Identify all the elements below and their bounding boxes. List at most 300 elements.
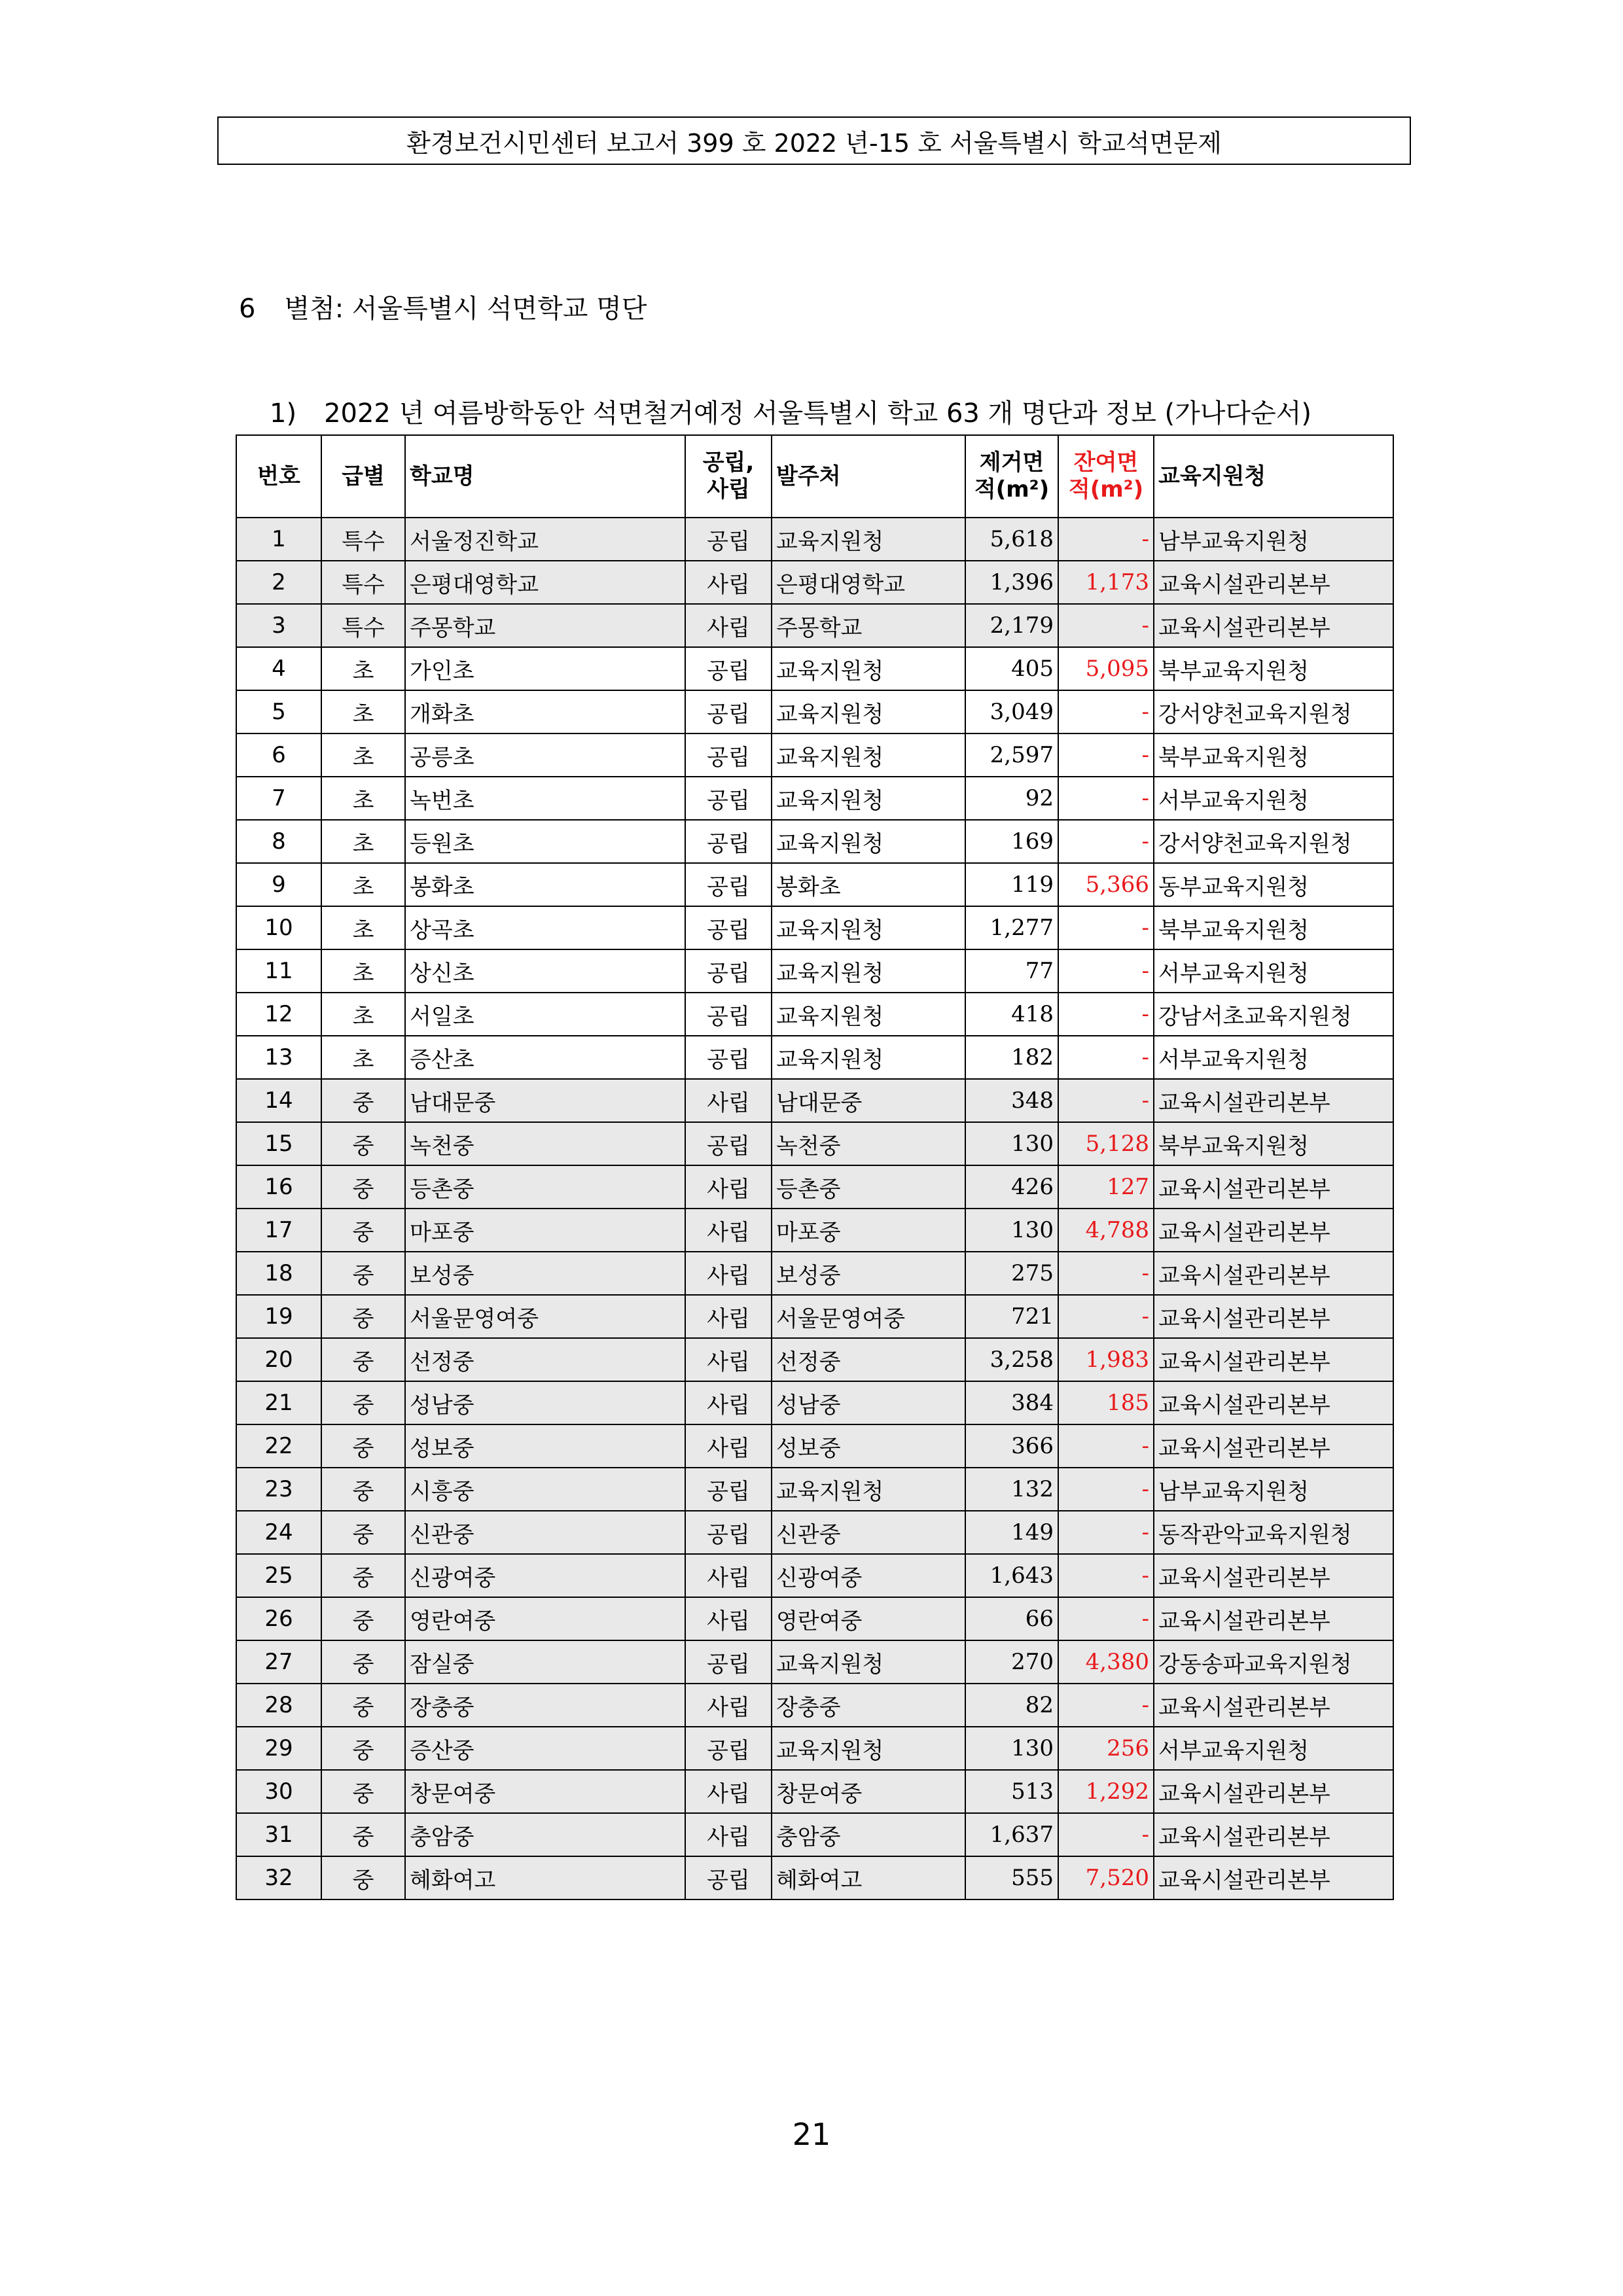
cell-office: 교육시설관리본부	[1154, 1597, 1393, 1640]
table-row	[236, 518, 1393, 561]
cell-no: 9	[236, 863, 321, 906]
cell-no: 5	[236, 690, 321, 733]
cell-level: 중	[321, 1295, 405, 1338]
header-removed-line1: 제거면	[979, 450, 1044, 476]
cell-level: 중	[321, 1684, 405, 1727]
cell-name: 녹천중	[405, 1122, 685, 1165]
cell-orderer: 남대문중	[772, 1079, 965, 1122]
section-title: 별첨: 서울특별시 석면학교 명단	[284, 294, 647, 324]
cell-no: 26	[236, 1597, 321, 1640]
cell-level: 초	[321, 1036, 405, 1079]
cell-removed: 270	[965, 1640, 1058, 1684]
table-row	[236, 906, 1393, 949]
cell-remaining: 4,380	[1058, 1640, 1154, 1684]
cell-type: 사립	[685, 1770, 772, 1813]
cell-remaining: -	[1058, 949, 1154, 993]
cell-no: 6	[236, 733, 321, 777]
cell-removed: 92	[965, 777, 1058, 820]
cell-level: 특수	[321, 604, 405, 647]
cell-level: 중	[321, 1597, 405, 1640]
cell-type: 공립	[685, 518, 772, 561]
cell-office: 강서양천교육지원청	[1154, 690, 1393, 733]
cell-type: 공립	[685, 1122, 772, 1165]
cell-no: 18	[236, 1252, 321, 1295]
cell-office: 북부교육지원청	[1154, 906, 1393, 949]
cell-removed: 513	[965, 1770, 1058, 1813]
cell-removed: 405	[965, 647, 1058, 690]
cell-level: 중	[321, 1338, 405, 1381]
cell-level: 초	[321, 690, 405, 733]
header-name: 학교명	[405, 435, 685, 518]
cell-removed: 3,258	[965, 1338, 1058, 1381]
cell-remaining: -	[1058, 1036, 1154, 1079]
cell-remaining: -	[1058, 1597, 1154, 1640]
cell-orderer: 신광여중	[772, 1554, 965, 1597]
table-row	[236, 1554, 1393, 1597]
cell-orderer: 교육지원청	[772, 949, 965, 993]
cell-level: 초	[321, 906, 405, 949]
cell-office: 교육시설관리본부	[1154, 1252, 1393, 1295]
cell-remaining: 5,095	[1058, 647, 1154, 690]
cell-level: 특수	[321, 561, 405, 604]
cell-name: 장충중	[405, 1684, 685, 1727]
cell-name: 신관중	[405, 1511, 685, 1554]
header-orderer: 발주처	[772, 435, 965, 518]
cell-type: 사립	[685, 1338, 772, 1381]
cell-type: 공립	[685, 820, 772, 863]
cell-name: 상곡초	[405, 906, 685, 949]
section-number: 6	[239, 294, 256, 324]
cell-office: 서부교육지원청	[1154, 949, 1393, 993]
cell-no: 11	[236, 949, 321, 993]
table-header-row	[236, 435, 1393, 518]
cell-remaining: -	[1058, 1813, 1154, 1856]
cell-level: 중	[321, 1727, 405, 1770]
subsection-heading	[270, 393, 1311, 430]
cell-remaining: -	[1058, 820, 1154, 863]
cell-name: 서울문영여중	[405, 1295, 685, 1338]
cell-orderer: 교육지원청	[772, 1727, 965, 1770]
cell-orderer: 성보중	[772, 1424, 965, 1468]
cell-no: 19	[236, 1295, 321, 1338]
cell-level: 초	[321, 863, 405, 906]
table-row	[236, 1770, 1393, 1813]
cell-no: 16	[236, 1165, 321, 1209]
header-removed	[965, 435, 1058, 518]
cell-remaining: 1,292	[1058, 1770, 1154, 1813]
cell-name: 혜화여고	[405, 1856, 685, 1899]
cell-removed: 2,597	[965, 733, 1058, 777]
cell-office: 남부교육지원청	[1154, 1468, 1393, 1511]
cell-level: 중	[321, 1511, 405, 1554]
cell-level: 중	[321, 1468, 405, 1511]
cell-name: 선정중	[405, 1338, 685, 1381]
cell-name: 봉화초	[405, 863, 685, 906]
cell-orderer: 교육지원청	[772, 518, 965, 561]
subsection-title: 2022 년 여름방학동안 석면철거예정 서울특별시 학교 63 개 명단과 정보 (가나다순서)	[324, 398, 1311, 429]
cell-name: 충암중	[405, 1813, 685, 1856]
table-row	[236, 1856, 1393, 1899]
cell-remaining: -	[1058, 1295, 1154, 1338]
cell-no: 32	[236, 1856, 321, 1899]
table-row	[236, 1597, 1393, 1640]
cell-orderer: 영란여중	[772, 1597, 965, 1640]
cell-level: 초	[321, 777, 405, 820]
cell-type: 사립	[685, 1424, 772, 1468]
cell-office: 북부교육지원청	[1154, 647, 1393, 690]
cell-removed: 1,396	[965, 561, 1058, 604]
cell-orderer: 교육지원청	[772, 993, 965, 1036]
cell-level: 중	[321, 1640, 405, 1684]
cell-office: 서부교육지원청	[1154, 1036, 1393, 1079]
cell-no: 3	[236, 604, 321, 647]
cell-type: 공립	[685, 1640, 772, 1684]
cell-type: 공립	[685, 1727, 772, 1770]
cell-orderer: 마포중	[772, 1209, 965, 1252]
section-heading	[239, 288, 647, 325]
cell-orderer: 교육지원청	[772, 647, 965, 690]
cell-remaining: 1,173	[1058, 561, 1154, 604]
cell-office: 남부교육지원청	[1154, 518, 1393, 561]
cell-level: 중	[321, 1554, 405, 1597]
cell-type: 공립	[685, 647, 772, 690]
cell-orderer: 보성중	[772, 1252, 965, 1295]
cell-office: 강남서초교육지원청	[1154, 993, 1393, 1036]
cell-removed: 2,179	[965, 604, 1058, 647]
cell-remaining: -	[1058, 1252, 1154, 1295]
table-row	[236, 1813, 1393, 1856]
cell-type: 사립	[685, 1381, 772, 1424]
cell-remaining: -	[1058, 993, 1154, 1036]
report-header-text: 환경보건시민센터 보고서 399 호 2022 년-15 호 서울특별시 학교석면문제	[406, 128, 1222, 158]
cell-office: 강동송파교육지원청	[1154, 1640, 1393, 1684]
cell-orderer: 교육지원청	[772, 906, 965, 949]
cell-removed: 130	[965, 1209, 1058, 1252]
cell-office: 교육시설관리본부	[1154, 1295, 1393, 1338]
cell-remaining: -	[1058, 1511, 1154, 1554]
cell-name: 은평대영학교	[405, 561, 685, 604]
cell-no: 29	[236, 1727, 321, 1770]
cell-name: 등원초	[405, 820, 685, 863]
cell-type: 공립	[685, 777, 772, 820]
cell-no: 14	[236, 1079, 321, 1122]
cell-type: 공립	[685, 949, 772, 993]
cell-level: 중	[321, 1856, 405, 1899]
cell-type: 공립	[685, 906, 772, 949]
cell-no: 30	[236, 1770, 321, 1813]
cell-type: 사립	[685, 1209, 772, 1252]
header-level: 급별	[321, 435, 405, 518]
cell-no: 10	[236, 906, 321, 949]
cell-name: 증산초	[405, 1036, 685, 1079]
table-row	[236, 949, 1393, 993]
cell-no: 13	[236, 1036, 321, 1079]
cell-office: 북부교육지원청	[1154, 1122, 1393, 1165]
table-row	[236, 863, 1393, 906]
cell-removed: 5,618	[965, 518, 1058, 561]
cell-orderer: 교육지원청	[772, 1036, 965, 1079]
cell-name: 창문여중	[405, 1770, 685, 1813]
cell-no: 1	[236, 518, 321, 561]
header-office: 교육지원청	[1154, 435, 1393, 518]
cell-removed: 348	[965, 1079, 1058, 1122]
cell-level: 중	[321, 1209, 405, 1252]
cell-no: 7	[236, 777, 321, 820]
report-header	[217, 116, 1411, 165]
cell-office: 교육시설관리본부	[1154, 1813, 1393, 1856]
header-type-line2: 사립	[707, 476, 750, 503]
table-row	[236, 690, 1393, 733]
table-row	[236, 561, 1393, 604]
cell-type: 공립	[685, 863, 772, 906]
cell-removed: 1,277	[965, 906, 1058, 949]
table-row	[236, 1727, 1393, 1770]
cell-level: 중	[321, 1122, 405, 1165]
table-row	[236, 1424, 1393, 1468]
cell-level: 초	[321, 647, 405, 690]
cell-office: 강서양천교육지원청	[1154, 820, 1393, 863]
cell-remaining: -	[1058, 1684, 1154, 1727]
cell-no: 23	[236, 1468, 321, 1511]
cell-office: 동부교육지원청	[1154, 863, 1393, 906]
cell-no: 24	[236, 1511, 321, 1554]
cell-orderer: 봉화초	[772, 863, 965, 906]
cell-name: 남대문중	[405, 1079, 685, 1122]
cell-no: 17	[236, 1209, 321, 1252]
cell-removed: 275	[965, 1252, 1058, 1295]
cell-removed: 1,637	[965, 1813, 1058, 1856]
cell-type: 사립	[685, 1079, 772, 1122]
cell-level: 초	[321, 949, 405, 993]
cell-removed: 366	[965, 1424, 1058, 1468]
cell-type: 사립	[685, 1295, 772, 1338]
cell-office: 교육시설관리본부	[1154, 561, 1393, 604]
cell-level: 중	[321, 1252, 405, 1295]
cell-name: 개화초	[405, 690, 685, 733]
cell-orderer: 교육지원청	[772, 777, 965, 820]
cell-remaining: -	[1058, 733, 1154, 777]
cell-name: 잠실중	[405, 1640, 685, 1684]
cell-name: 서일초	[405, 993, 685, 1036]
cell-remaining: -	[1058, 777, 1154, 820]
cell-type: 사립	[685, 1252, 772, 1295]
cell-name: 가인초	[405, 647, 685, 690]
cell-removed: 169	[965, 820, 1058, 863]
header-remaining-line2: 적(m²)	[1068, 476, 1144, 503]
cell-type: 사립	[685, 1554, 772, 1597]
cell-name: 영란여중	[405, 1597, 685, 1640]
cell-removed: 384	[965, 1381, 1058, 1424]
table-row	[236, 733, 1393, 777]
cell-no: 22	[236, 1424, 321, 1468]
cell-removed: 721	[965, 1295, 1058, 1338]
cell-orderer: 창문여중	[772, 1770, 965, 1813]
cell-remaining: -	[1058, 906, 1154, 949]
header-remaining	[1058, 435, 1154, 518]
cell-orderer: 교육지원청	[772, 690, 965, 733]
cell-name: 공릉초	[405, 733, 685, 777]
table-row	[236, 1122, 1393, 1165]
cell-type: 공립	[685, 1036, 772, 1079]
cell-office: 교육시설관리본부	[1154, 1856, 1393, 1899]
cell-remaining: -	[1058, 1468, 1154, 1511]
cell-type: 사립	[685, 1813, 772, 1856]
cell-removed: 555	[965, 1856, 1058, 1899]
cell-no: 2	[236, 561, 321, 604]
cell-removed: 1,643	[965, 1554, 1058, 1597]
table-row	[236, 1338, 1393, 1381]
cell-name: 성보중	[405, 1424, 685, 1468]
cell-type: 공립	[685, 690, 772, 733]
cell-office: 교육시설관리본부	[1154, 1209, 1393, 1252]
cell-name: 서울정진학교	[405, 518, 685, 561]
header-no: 번호	[236, 435, 321, 518]
cell-removed: 119	[965, 863, 1058, 906]
cell-removed: 66	[965, 1597, 1058, 1640]
school-table	[236, 434, 1394, 1900]
cell-office: 교육시설관리본부	[1154, 1770, 1393, 1813]
cell-removed: 149	[965, 1511, 1058, 1554]
cell-orderer: 주몽학교	[772, 604, 965, 647]
cell-remaining: 127	[1058, 1165, 1154, 1209]
cell-office: 교육시설관리본부	[1154, 1684, 1393, 1727]
cell-office: 동작관악교육지원청	[1154, 1511, 1393, 1554]
cell-no: 31	[236, 1813, 321, 1856]
cell-remaining: -	[1058, 1079, 1154, 1122]
cell-type: 공립	[685, 1468, 772, 1511]
cell-removed: 130	[965, 1727, 1058, 1770]
cell-office: 서부교육지원청	[1154, 1727, 1393, 1770]
table-row	[236, 1036, 1393, 1079]
cell-remaining: 7,520	[1058, 1856, 1154, 1899]
cell-removed: 426	[965, 1165, 1058, 1209]
cell-no: 28	[236, 1684, 321, 1727]
cell-type: 사립	[685, 1597, 772, 1640]
cell-name: 성남중	[405, 1381, 685, 1424]
cell-orderer: 충암중	[772, 1813, 965, 1856]
cell-level: 초	[321, 733, 405, 777]
cell-name: 등촌중	[405, 1165, 685, 1209]
cell-type: 사립	[685, 561, 772, 604]
table-row	[236, 1165, 1393, 1209]
table-row	[236, 1640, 1393, 1684]
cell-office: 서부교육지원청	[1154, 777, 1393, 820]
cell-office: 북부교육지원청	[1154, 733, 1393, 777]
cell-orderer: 교육지원청	[772, 820, 965, 863]
cell-orderer: 교육지원청	[772, 1640, 965, 1684]
cell-remaining: 5,128	[1058, 1122, 1154, 1165]
cell-office: 교육시설관리본부	[1154, 1381, 1393, 1424]
cell-level: 중	[321, 1381, 405, 1424]
header-type-line1: 공립,	[702, 450, 755, 476]
cell-no: 20	[236, 1338, 321, 1381]
cell-removed: 130	[965, 1122, 1058, 1165]
cell-remaining: 256	[1058, 1727, 1154, 1770]
cell-level: 초	[321, 993, 405, 1036]
cell-remaining: -	[1058, 1424, 1154, 1468]
cell-type: 공립	[685, 1856, 772, 1899]
cell-remaining: -	[1058, 690, 1154, 733]
cell-remaining: 4,788	[1058, 1209, 1154, 1252]
cell-remaining: 5,366	[1058, 863, 1154, 906]
cell-orderer: 녹천중	[772, 1122, 965, 1165]
table-row	[236, 1511, 1393, 1554]
cell-office: 교육시설관리본부	[1154, 604, 1393, 647]
cell-removed: 132	[965, 1468, 1058, 1511]
cell-type: 공립	[685, 733, 772, 777]
table-row	[236, 1079, 1393, 1122]
table-row	[236, 1468, 1393, 1511]
cell-orderer: 성남중	[772, 1381, 965, 1424]
cell-orderer: 신관중	[772, 1511, 965, 1554]
cell-office: 교육시설관리본부	[1154, 1079, 1393, 1122]
table-row	[236, 647, 1393, 690]
cell-name: 주몽학교	[405, 604, 685, 647]
page-number: 21	[792, 2117, 831, 2152]
cell-no: 27	[236, 1640, 321, 1684]
header-remaining-line1: 잔여면	[1073, 450, 1139, 476]
cell-level: 초	[321, 820, 405, 863]
cell-removed: 182	[965, 1036, 1058, 1079]
cell-orderer: 교육지원청	[772, 733, 965, 777]
cell-no: 15	[236, 1122, 321, 1165]
cell-type: 공립	[685, 1511, 772, 1554]
cell-name: 마포중	[405, 1209, 685, 1252]
cell-orderer: 서울문영여중	[772, 1295, 965, 1338]
cell-no: 4	[236, 647, 321, 690]
cell-remaining: -	[1058, 604, 1154, 647]
cell-level: 중	[321, 1165, 405, 1209]
cell-level: 특수	[321, 518, 405, 561]
table-row	[236, 604, 1393, 647]
cell-removed: 3,049	[965, 690, 1058, 733]
table-row	[236, 1381, 1393, 1424]
cell-office: 교육시설관리본부	[1154, 1424, 1393, 1468]
table-row	[236, 993, 1393, 1036]
cell-orderer: 혜화여고	[772, 1856, 965, 1899]
cell-office: 교육시설관리본부	[1154, 1165, 1393, 1209]
cell-level: 중	[321, 1770, 405, 1813]
cell-remaining: -	[1058, 518, 1154, 561]
cell-level: 중	[321, 1079, 405, 1122]
table-body	[236, 518, 1393, 1899]
cell-no: 21	[236, 1381, 321, 1424]
cell-orderer: 등촌중	[772, 1165, 965, 1209]
table-row	[236, 777, 1393, 820]
cell-name: 증산중	[405, 1727, 685, 1770]
subsection-number: 1)	[270, 398, 297, 429]
table-row	[236, 1209, 1393, 1252]
cell-office: 교육시설관리본부	[1154, 1554, 1393, 1597]
cell-name: 시흥중	[405, 1468, 685, 1511]
cell-orderer: 선정중	[772, 1338, 965, 1381]
table-row	[236, 1252, 1393, 1295]
cell-office: 교육시설관리본부	[1154, 1338, 1393, 1381]
cell-name: 신광여중	[405, 1554, 685, 1597]
cell-name: 녹번초	[405, 777, 685, 820]
cell-name: 보성중	[405, 1252, 685, 1295]
cell-removed: 77	[965, 949, 1058, 993]
cell-level: 중	[321, 1424, 405, 1468]
cell-no: 8	[236, 820, 321, 863]
cell-level: 중	[321, 1813, 405, 1856]
cell-type: 사립	[685, 1684, 772, 1727]
cell-orderer: 은평대영학교	[772, 561, 965, 604]
table-row	[236, 1684, 1393, 1727]
header-type	[685, 435, 772, 518]
cell-orderer: 장충중	[772, 1684, 965, 1727]
cell-type: 사립	[685, 604, 772, 647]
